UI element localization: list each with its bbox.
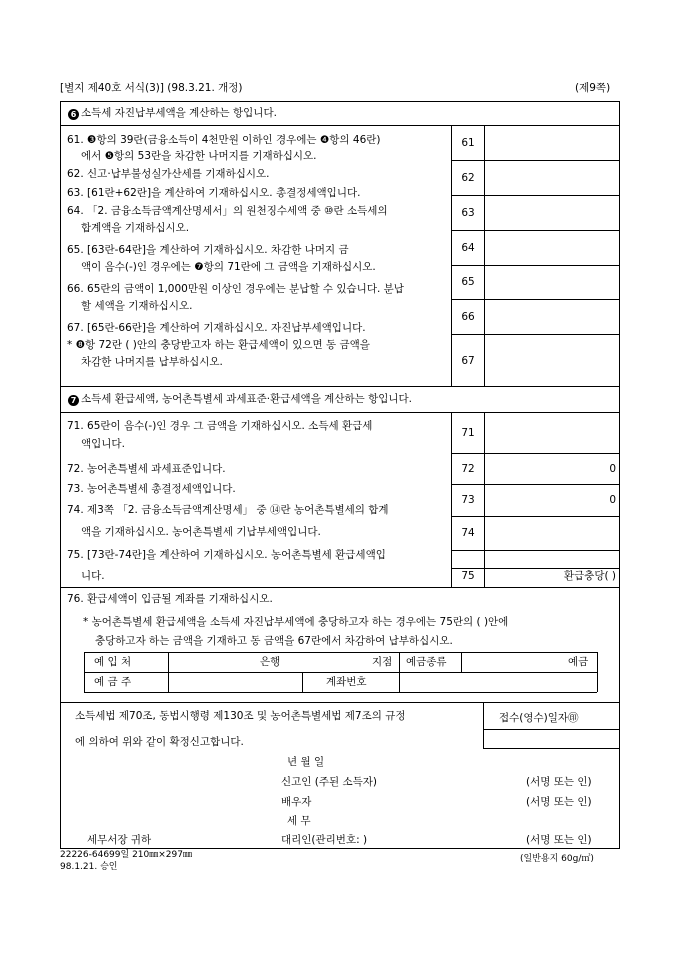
divider [451,160,619,161]
divider [84,672,597,673]
divider [84,652,85,692]
declaration-b: 에 의하여 위와 같이 확정신고합니다. [75,736,244,748]
divider [451,265,619,266]
divider [483,729,619,730]
tax-label: 세 무 [287,815,311,827]
divider [483,702,484,748]
instr-67-note-a: * ❽항 72란 ( )안의 충당받고자 하는 환급세액이 있으면 동 금액을 [67,339,370,351]
divider [484,412,485,587]
instr-65b: 액이 음수(-)인 경우에는 ❼항의 71란에 그 금액을 기재하십시오. [81,261,376,273]
instr-66b: 할 세액을 기재하십시오. [81,300,193,312]
note-offset-b: 충당하고자 하는 금액을 기재하고 동 금액을 67란에서 차감하여 납부하십시오. [95,635,453,647]
divider [168,652,169,692]
code-66: 66 [461,311,475,323]
filer-signature[interactable]: (서명 또는 인) [526,776,592,788]
receipt-date-label: 접수(영수)일자㊞ [499,712,579,724]
divider [451,230,619,231]
instr-63: 63. [61란+62란]을 계산하여 기재하십시오. 총결정세액입니다. [67,187,361,199]
account-type-label: 예금종류 [406,656,447,668]
deposit-label: 예 입 처 [94,656,132,668]
footer-print-info: 22226-64699일 210㎜×297㎜ [60,850,192,860]
section6-title-text: 소득세 자진납부세액을 계산하는 항입니다. [81,107,277,119]
value-75-refund-offset[interactable]: 환급충당( ) [563,570,616,582]
holder-label: 예 금 주 [94,676,132,688]
divider [451,334,619,335]
footer-paper: (일반용지 60g/㎡) [520,854,594,864]
code-61: 61 [461,137,475,149]
code-65: 65 [461,276,475,288]
addressee: 세무서장 귀하 [87,834,152,846]
code-63: 63 [461,207,475,219]
spouse-signature[interactable]: (서명 또는 인) [526,796,592,808]
instr-74b: 액을 기재하십시오. 농어촌특별세 기납부세액입니다. [81,526,321,538]
divider [451,568,619,569]
instr-73: 73. 농어촌특별세 총결정세액입니다. [67,483,236,495]
divider [61,702,619,703]
value-73[interactable]: 0 [609,494,616,506]
instr-75b: 니다. [81,570,105,582]
page-number: (제9쪽) [575,82,611,94]
instr-62: 62. 신고·납부불성실가산세를 기재하십시오. [67,168,270,180]
code-73: 73 [461,494,475,506]
instr-67: 67. [65란-66란]을 계산하여 기재하십시오. 자진납부세액입니다. [67,322,366,334]
divider [597,652,598,692]
code-72: 72 [461,463,475,475]
value-72[interactable]: 0 [609,463,616,475]
instr-65a: 65. [63란-64란]을 계산하여 기재하십시오. 차감한 나머지 금 [67,244,349,256]
section7-badge: 7 [68,395,79,406]
note-offset-a: * 농어촌특별세 환급세액을 소득세 자진납부세액에 충당하고자 하는 경우에는 75란의 ( )안에 [83,616,509,628]
code-74: 74 [461,527,475,539]
divider [84,652,597,653]
divider [461,652,462,672]
divider [451,299,619,300]
instr-72: 72. 농어촌특별세 과세표준입니다. [67,463,226,475]
bank-label: 은행 [260,656,281,668]
divider [451,484,619,485]
divider [451,550,619,551]
agent-label: 대리인(관리번호: ) [281,834,368,846]
section6-title [68,107,277,120]
deposit-suffix: 예금 [568,656,589,668]
divider [483,748,619,749]
section6-badge: 6 [68,109,79,120]
account-number-label: 계좌번호 [326,676,367,688]
instr-71b: 액입니다. [81,438,125,450]
branch-label: 지점 [372,656,393,668]
declaration-a: 소득세법 제70조, 동법시행령 제130조 및 농어촌특별세법 제7조의 규정 [75,710,406,722]
divider [61,125,619,126]
divider [84,692,597,693]
divider [61,412,619,413]
divider [451,195,619,196]
filer-label: 신고인 (주된 소득자) [281,776,378,788]
code-71: 71 [461,427,475,439]
code-67: 67 [461,355,475,367]
divider [61,587,619,588]
instr-66a: 66. 65란의 금액이 1,000만원 이상인 경우에는 분납할 수 있습니다. 분납 [67,283,404,295]
code-64: 64 [461,242,475,254]
instr-74a: 74. 제3쪽 「2. 금융소득금액계산명세」 중 ⑭란 농어촌특별세의 합계 [67,504,389,516]
divider [484,125,485,386]
section7-title [68,393,412,406]
divider [399,652,400,692]
date-line: 년 월 일 [287,756,325,768]
agent-signature[interactable]: (서명 또는 인) [526,834,592,846]
code-75: 75 [461,570,475,582]
divider [451,125,452,386]
section7-title-text: 소득세 환급세액, 농어촌특별세 과세표준·환급세액을 계산하는 항입니다. [81,393,412,405]
instr-64a: 64. 「2. 금융소득금액계산명세서」의 원천징수세액 중 ⑩란 소득세의 [67,205,388,217]
instr-61a: 61. ❸항의 39란(금융소득이 4천만원 이하인 경우에는 ❹항의 46란) [67,134,381,146]
divider [451,453,619,454]
footer-approval: 98.1.21. 승인 [60,862,118,872]
instr-64b: 합계액을 기재하십시오. [81,222,190,234]
tax-form [60,101,620,849]
instr-71a: 71. 65란이 음수(-)인 경우 그 금액을 기재하십시오. 소득세 환급세 [67,420,373,432]
divider [451,412,452,587]
spouse-label: 배우자 [281,796,312,808]
instr-61b: 에서 ❺항의 53란을 차감한 나머지를 기재하십시오. [81,150,317,162]
form-id: [별지 제40호 서식(3)] (98.3.21. 개정) [60,82,243,94]
divider [451,516,619,517]
code-62: 62 [461,172,475,184]
instr-75a: 75. [73란-74란]을 계산하여 기재하십시오. 농어촌특별세 환급세액입 [67,549,386,561]
divider [61,386,619,387]
divider [302,672,303,692]
instr-76: 76. 환급세액이 입금될 계좌를 기재하십시오. [67,593,273,605]
instr-67-note-b: 차감한 나머지를 납부하십시오. [81,356,223,368]
